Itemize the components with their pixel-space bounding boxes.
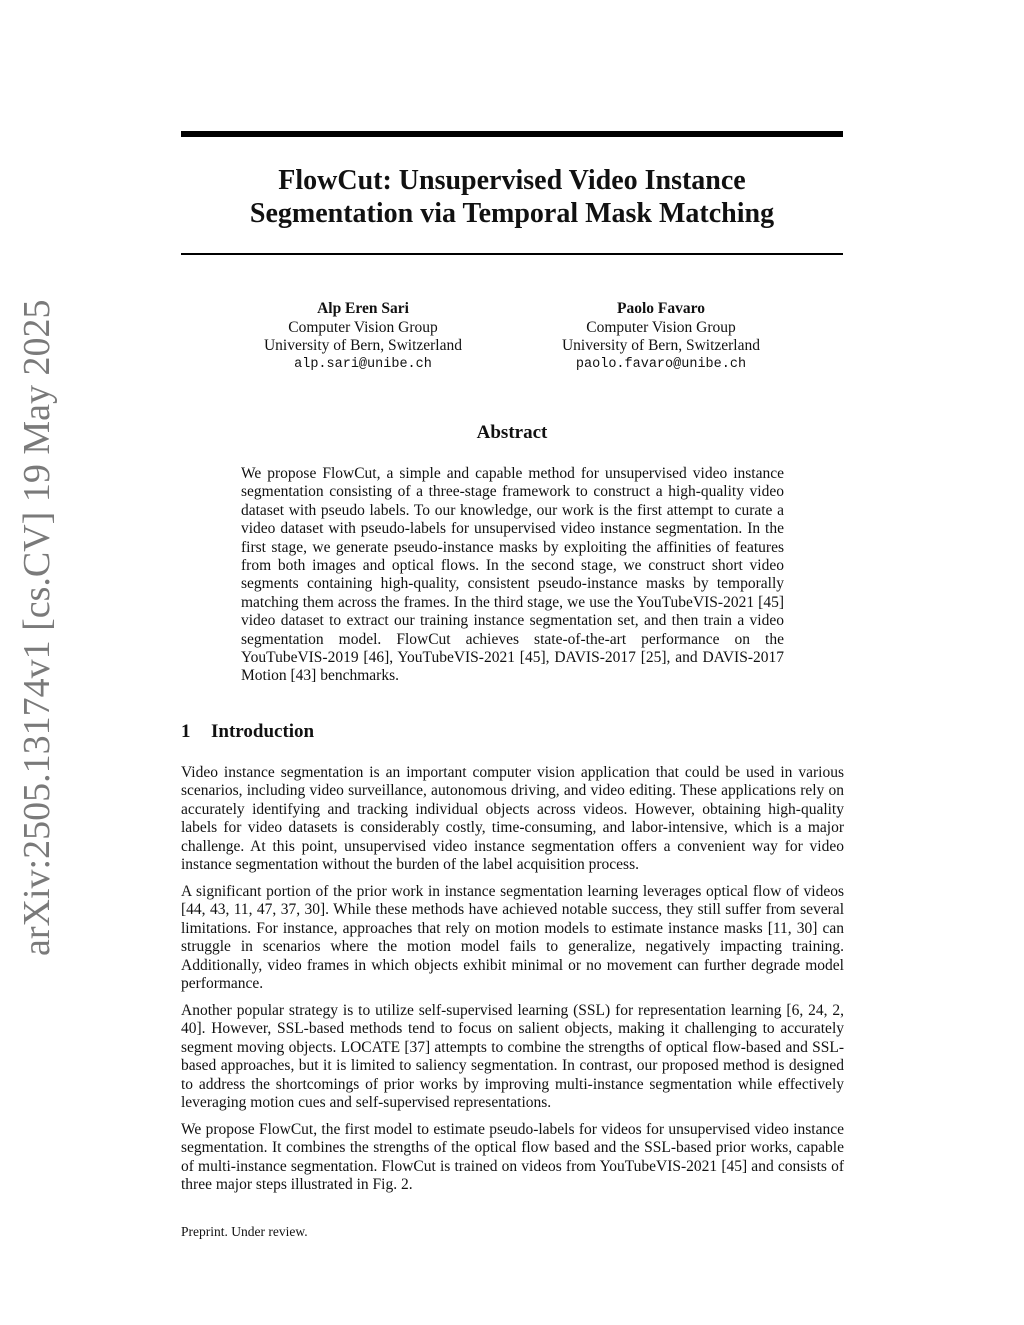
arxiv-identifier-stamp: arXiv:2505.13174v1 [cs.CV] 19 May 2025 xyxy=(16,299,58,956)
author-affiliation: Computer Vision Group xyxy=(288,318,438,336)
abstract-text: We propose FlowCut, a simple and capable method for unsupervised video instance segmentation consisting of a three-stage framework to construct a high-quality video dataset with pseudo labels. To our knowledge, our work is the first attempt to curate a video dataset with pseudo-labels for unsupervised video instance segmentation. In the first stage, we generate pseudo-instance masks by exploiting the affinities of features from both images and optical flows. In the second stage, we construct short video segments containing high-quality, consistent pseudo-instance masks by temporally matching them across the frames. In the third stage, we use the YouTubeVIS-2021 [45] video dataset to extract our training instance segmentation set, and then train a video segmentation model. FlowCut achieves state-of-the-art performance on the YouTubeVIS-2019 [46], YouTubeVIS-2021 [45], DAVIS-2017 [25], and DAVIS-2017 Motion [43] benchmarks. xyxy=(241,465,784,685)
author-email[interactable]: alp.sari@unibe.ch xyxy=(294,356,432,372)
title-line-2: Segmentation via Temporal Mask Matching xyxy=(249,198,775,229)
introduction-body xyxy=(181,764,844,1203)
section-number: 1 xyxy=(181,721,191,742)
section-heading xyxy=(181,721,314,743)
author-name: Alp Eren Sari xyxy=(317,300,409,317)
author-institution: University of Bern, Switzerland xyxy=(561,337,760,355)
author-institution: University of Bern, Switzerland xyxy=(263,337,462,355)
author-name: Paolo Favaro xyxy=(617,300,705,317)
section-title: Introduction xyxy=(211,721,315,742)
author-email[interactable]: paolo.favaro@unibe.ch xyxy=(575,356,747,372)
author-block-1 xyxy=(213,300,513,374)
title-rule-bottom xyxy=(181,253,843,255)
abstract-heading: Abstract xyxy=(476,422,548,443)
body-paragraph: Another popular strategy is to utilize self-supervised learning (SSL) for representation learning [6, 24, 2, 40]. However, SSL-based methods tend to focus on salient objects, making it challenging to accurately segment moving objects. LOCATE [37] attempts to combine the strengths of optical flow-based and SSL-based approaches, but it is limited to saliency segmentation. In contrast, our proposed method is designed to address the shortcomings of prior works by improving multi-instance segmentation while effectively leveraging motion cues and self-supervised representations. xyxy=(181,1001,844,1111)
body-paragraph: We propose FlowCut, the first model to estimate pseudo-labels for videos for unsupervised video instance segmentation. It combines the strengths of the optical flow based and the SSL-based prior works, capable of multi-instance segmentation. FlowCut is trained on videos from YouTubeVIS-2021 [45] and consists of three major steps illustrated in Fig. 2. xyxy=(181,1120,844,1194)
title-rule-top xyxy=(181,131,843,137)
page-footer: Preprint. Under review. xyxy=(181,1224,308,1239)
title-line-1: FlowCut: Unsupervised Video Instance xyxy=(278,165,746,196)
author-block-2 xyxy=(511,300,811,374)
body-paragraph: A significant portion of the prior work in instance segmentation learning leverages optical flow of videos [44, 43, 11, 47, 37, 30]. While these methods have achieved notable success, they still suffer from several limitations. For instance, approaches that rely on motion models to estimate instance masks [11, 30] can struggle in scenarios where the motion model fails to generalize, negatively impacting training. Additionally, video frames in which objects exhibit minimal or no movement can further degrade model performance. xyxy=(181,882,844,992)
paper-title xyxy=(181,164,843,230)
author-affiliation: Computer Vision Group xyxy=(586,318,736,336)
body-paragraph: Video instance segmentation is an important computer vision application that could be used in various scenarios, including video surveillance, autonomous driving, and video editing. These applications rely on accurately identifying and tracking individual objects across videos. However, obtaining high-quality labels for video datasets is considerably costly, time-consuming, and labor-intensive, which is a major challenge. At this point, unsupervised video instance segmentation offers a convenient way for video instance segmentation without the burden of the label acquisition process. xyxy=(181,764,844,874)
